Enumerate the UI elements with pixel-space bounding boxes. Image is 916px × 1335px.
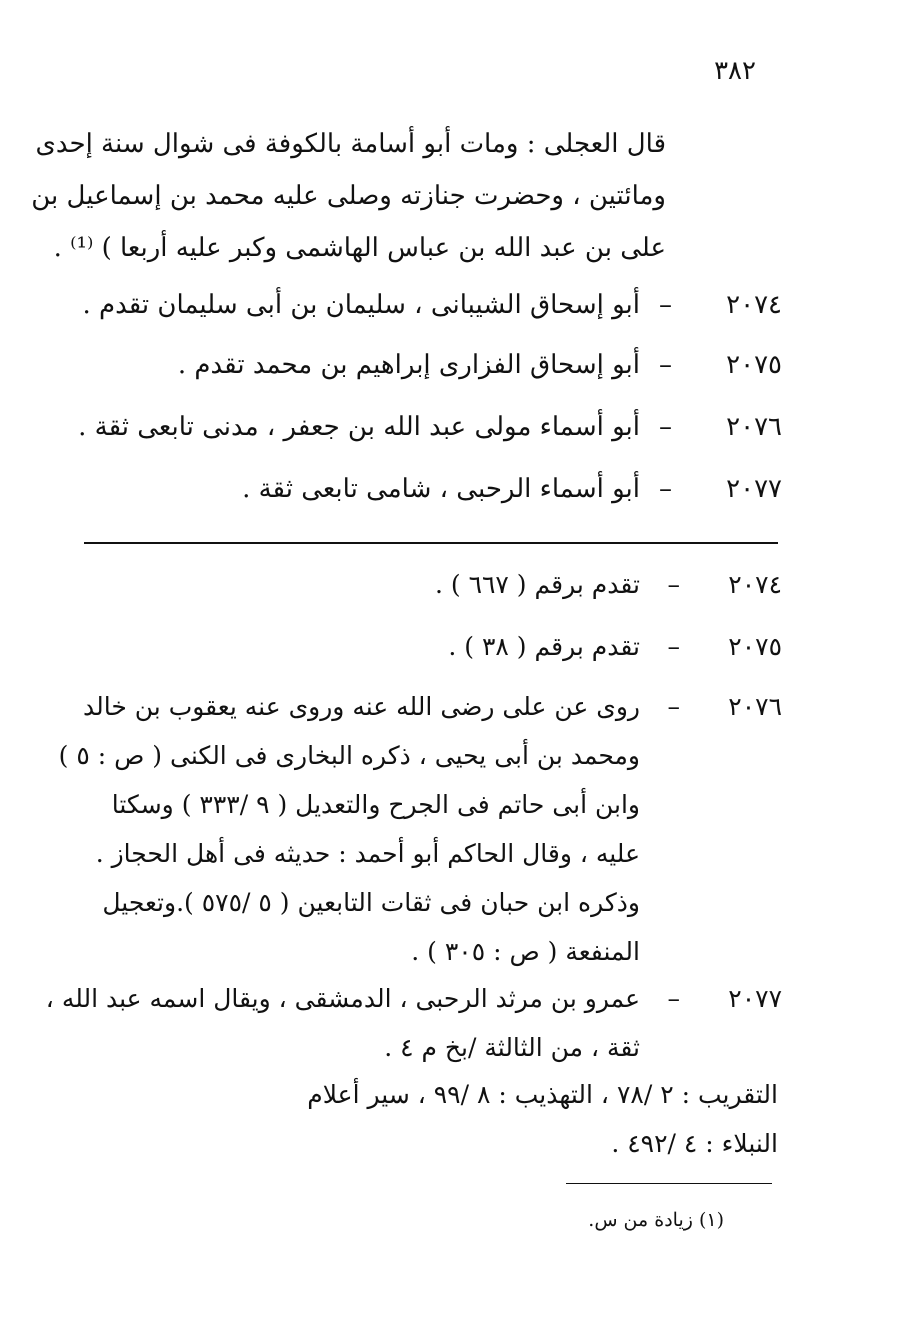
sources-line: النبلاء : ٤ /٤٩٢ .: [611, 1129, 778, 1158]
note-line: عمرو بن مرثد الرحبى ، الدمشقى ، ويقال اسمه عبد الله ،: [45, 984, 640, 1013]
note-number: ٢٠٧٧: [728, 984, 782, 1013]
note-body: [45, 974, 640, 1072]
note-line: وابن أبى حاتم فى الجرح والتعديل ( ٩ /٣٣٣ ) وسكتا: [111, 790, 640, 819]
note-line: تقدم برقم ( ٣٨ ) .: [448, 632, 640, 661]
note-line: تقدم برقم ( ٦٦٧ ) .: [434, 570, 640, 599]
note-body: [78, 560, 640, 609]
note-dash: –: [667, 632, 680, 661]
entry-text: أبو أسماء الرحبى ، شامى تابعى ثقة .: [242, 474, 640, 504]
section-divider: [84, 542, 778, 544]
note-dash: –: [667, 692, 680, 721]
entry-dash: –: [659, 412, 672, 442]
note-line: المنفعة ( ص : ٣٠٥ ) .: [411, 937, 640, 966]
sources-line: التقريب : ٢ /٧٨ ، التهذيب : ٨ /٩٩ ، سير أعلام: [307, 1080, 778, 1109]
footnote: (١) زيادة من س.: [588, 1209, 724, 1231]
note-body: [58, 682, 640, 976]
entry-dash: –: [659, 290, 672, 320]
intro-paragraph: [31, 118, 666, 274]
entry-number: ٢٠٧٦: [726, 412, 782, 442]
entry-number: ٢٠٧٥: [726, 350, 782, 380]
entry-dash: –: [659, 350, 672, 380]
note-line: روى عن على رضى الله عنه وروى عنه يعقوب بن خالد: [83, 692, 640, 721]
entry-number: ٢٠٧٧: [726, 474, 782, 504]
note-number: ٢٠٧٤: [728, 570, 782, 599]
entry-text: أبو إسحاق الشيبانى ، سليمان بن أبى سليمان تقدم .: [82, 290, 640, 320]
entry-number: ٢٠٧٤: [726, 290, 782, 320]
note-line: وذكره ابن حبان فى ثقات التابعين ( ٥ /٥٧٥ ).وتعجيل: [102, 888, 640, 917]
entry-text: أبو أسماء مولى عبد الله بن جعفر ، مدنى تابعى ثقة .: [78, 412, 640, 442]
entry-dash: –: [659, 474, 672, 504]
intro-line: ومائتين ، وحضرت جنازته وصلى عليه محمد بن إسماعيل بن: [31, 181, 666, 211]
intro-line: قال العجلى : ومات أبو أسامة بالكوفة فى شوال سنة إحدى: [35, 129, 666, 159]
note-line: ثقة ، من الثالثة /بخ م ٤ .: [384, 1033, 640, 1062]
sources-body: [78, 1070, 778, 1168]
note-line: ومحمد بن أبى يحيى ، ذكره البخارى فى الكنى ( ص : ٥ ): [58, 741, 640, 770]
note-line: عليه ، وقال الحاكم أبو أحمد : حديثه فى أهل الحجاز .: [95, 839, 640, 868]
note-body: [78, 622, 640, 671]
footnote-divider: [566, 1183, 772, 1184]
note-dash: –: [667, 984, 680, 1013]
note-number: ٢٠٧٦: [728, 692, 782, 721]
note-number: ٢٠٧٥: [728, 632, 782, 661]
intro-line: على بن عبد الله بن عباس الهاشمى وكبر عليه أربعا ) ⁽¹⁾ .: [53, 233, 666, 263]
page-number: ٣٨٢: [714, 56, 756, 86]
entry-text: أبو إسحاق الفزارى إبراهيم بن محمد تقدم .: [177, 350, 640, 380]
note-dash: –: [667, 570, 680, 599]
